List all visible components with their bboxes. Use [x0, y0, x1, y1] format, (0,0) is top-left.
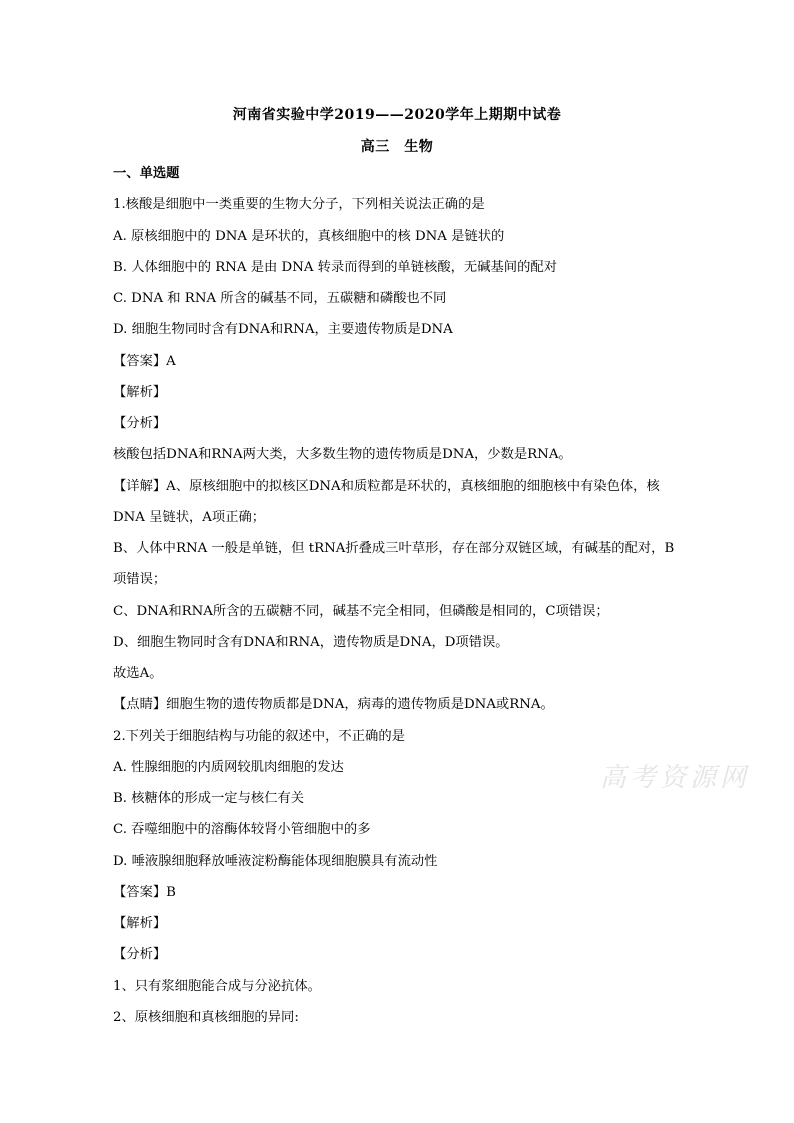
q1-note: 【点睛】细胞生物的遗传物质都是DNA，病毒的遗传物质是DNA或RNA。	[113, 697, 554, 712]
q1-stem: 1.核酸是细胞中一类重要的生物大分子，下列相关说法正确的是	[113, 197, 485, 212]
q2-option-a: A. 性腺细胞的内质网较肌肉细胞的发达	[113, 760, 344, 775]
q2-fenxi-label: 【分析】	[113, 947, 167, 962]
q1-detail-line: D、细胞生物同时含有DNA和RNA，遗传物质是DNA，D项错误。	[113, 635, 509, 650]
section-heading: 一、单选题	[113, 166, 180, 181]
q1-detail-line: 项错误；	[113, 572, 167, 587]
q2-option-b: B. 核糖体的形成一定与核仁有关	[113, 791, 305, 806]
document-subtitle: 高三 生物	[360, 139, 434, 155]
q1-fenxi-label: 【分析】	[113, 416, 167, 431]
q1-answer: 【答案】A	[113, 354, 176, 369]
q1-conclusion: 故选A。	[113, 666, 163, 681]
q2-point-1: 1、只有浆细胞能合成与分泌抗体。	[113, 979, 321, 994]
q1-option-c: C. DNA 和 RNA 所含的碱基不同，五碳糖和磷酸也不同	[113, 291, 447, 306]
q2-point-2: 2、原核细胞和真核细胞的异同:	[113, 1010, 299, 1025]
q2-analysis-label: 【解析】	[113, 916, 167, 931]
q1-option-a: A. 原核细胞中的 DNA 是环状的，真核细胞中的核 DNA 是链状的	[113, 229, 505, 244]
q2-stem: 2.下列关于细胞结构与功能的叙述中，不正确的是	[113, 729, 405, 744]
q1-detail-line: DNA 呈链状，A项正确；	[113, 510, 266, 525]
q1-analysis-label: 【解析】	[113, 385, 167, 400]
q2-option-d: D. 唾液腺细胞释放唾液淀粉酶能体现细胞膜具有流动性	[113, 854, 438, 869]
watermark: 高考资源网	[600, 763, 751, 793]
q2-answer: 【答案】B	[113, 885, 176, 900]
q1-option-b: B. 人体细胞中的 RNA 是由 DNA 转录而得到的单链核酸，无碱基间的配对	[113, 260, 557, 275]
q1-option-d: D. 细胞生物同时含有DNA和RNA，主要遗传物质是DNA	[113, 322, 453, 337]
q1-detail-line: 【详解】A、原核细胞中的拟核区DNA和质粒都是环状的，真核细胞的细胞核中有染色体，核	[113, 479, 660, 494]
q2-option-c: C. 吞噬细胞中的溶酶体较肾小管细胞中的多	[113, 822, 371, 837]
q1-detail-line: C、DNA和RNA所含的五碳糖不同，碱基不完全相同，但磷酸是相同的，C项错误；	[113, 604, 609, 619]
q1-fenxi-text: 核酸包括DNA和RNA两大类，大多数生物的遗传物质是DNA，少数是RNA。	[113, 447, 572, 462]
q1-detail-line: B、人体中RNA 一般是单链，但 tRNA折叠成三叶草形，存在部分双链区域，有碱基的配对，B	[113, 541, 675, 556]
document-title: 河南省实验中学2019——2020学年上期期中试卷	[232, 107, 562, 123]
